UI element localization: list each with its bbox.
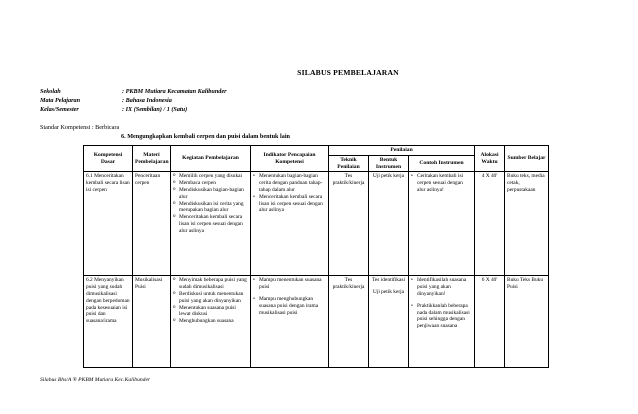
meta-value: : Bahasa Indonesia: [122, 97, 172, 105]
identity-block: [40, 87, 227, 115]
cell-materi: Musikalisasi Puisi: [133, 276, 171, 368]
meta-value: : IX (Sembilan) / 1 (Satu): [122, 106, 188, 114]
cell-alokasi: 6 X 40': [475, 276, 505, 368]
header-penilaian: Penilaian: [329, 146, 475, 156]
list-item: • Mampu menentukan suasana puisi: [253, 277, 326, 291]
cell-kegiatan: [171, 276, 251, 368]
standar-kompetensi-label: Standar Kompetensi : Berbicara: [40, 124, 120, 131]
cell-kegiatan: [171, 172, 251, 276]
cell-indikator: [251, 172, 329, 276]
meta-row-subject: [40, 96, 227, 105]
meta-value: : PKBM Mutiara Kecamatan Kalibunder: [122, 88, 227, 95]
cell-materi: Penceritaan cerpen: [133, 172, 171, 276]
table-row: [84, 172, 549, 276]
cell-indikator: [251, 276, 329, 368]
header-contoh: Contoh Instrumen: [409, 155, 475, 172]
syllabus-table: [83, 145, 549, 368]
cell-bentuk: [369, 276, 409, 368]
cell-contoh: [409, 276, 475, 368]
header-alokasi: Alokasi Waktu: [475, 146, 505, 172]
document-title: SILABUS PEMBELAJARAN: [297, 68, 399, 77]
header-teknik: Teknik Penilaian: [329, 155, 369, 172]
bentuk-line: Tes identifikasi: [371, 277, 405, 284]
header-materi: Materi Pembelajaran: [133, 146, 171, 172]
cell-alokasi: 4 X 40': [475, 172, 505, 276]
page-footer: Silabus Bhs/A ® PKBM Mutiara Kec.Kalibunder: [40, 377, 151, 383]
meta-key: Sekolah: [40, 88, 61, 95]
table-row: [84, 276, 549, 368]
list-item: o Mendiskusikan isi cerita yang merupakan bagian alur: [173, 201, 248, 215]
meta-key: Kelas/Semester: [40, 106, 79, 114]
cell-bentuk: Uji petik kerja: [369, 172, 409, 276]
header-indikator: Indikator Pencapaian Kompetensi: [251, 146, 329, 172]
list-item: o Menghubungkan suasana: [173, 318, 248, 325]
cell-sumber: Buku teks, media cetak, perpustakaan: [505, 172, 549, 276]
list-item: o Menyimak beberapa puisi yang sudah dimusikalisasi: [173, 277, 248, 291]
cell-kd: 6.2 Menyanyikan puisi yang sudah dimusikalisasi dengan berpedoman pada kesesuaian isi puisi dan suasana/irama: [84, 276, 133, 368]
list-item: o Berdiskusi untuk menentukan puisi yang akan dinyanyikan: [173, 291, 248, 305]
list-item: • Mampu menghubungkan suasana puisi dengan irama musikalisasi puisi: [253, 296, 326, 316]
meta-row-school: [40, 87, 227, 96]
list-item: • Identifikasilah suasana puisi yang akan dinyanyikan!: [411, 277, 472, 297]
header-kd: Kompetensi Dasar: [84, 146, 133, 172]
standar-kompetensi-detail: 6. Mengungkapkan kembali cerpen dan puisi dalam bentuk lain: [121, 133, 290, 140]
list-item: o Membaca cerpen: [173, 180, 248, 187]
header-bentuk: Bentuk Instrumen: [369, 155, 409, 172]
list-item: • Ceritakan kembali isi cerpen sesuai dengan alur aslinya!: [411, 173, 472, 193]
list-item: • Menentukan bagian-bagian cerita dengan panduan tahap-tahap dalam alur: [253, 173, 326, 193]
list-item: • Menceritakan kembali secara lisan isi cerpen sesuai dengan alur aslinya: [253, 194, 326, 214]
list-item: • Praktikkanlah beberapa nada dalam musikalisasi puisi sehingga dengan penjiwaan suasana: [411, 303, 472, 330]
cell-sumber: Buku Teks Buku Puisi: [505, 276, 549, 368]
meta-key: Mata Pelajaran: [40, 97, 81, 105]
header-kegiatan: Kegiatan Pembelajaran: [171, 146, 251, 172]
cell-kd: 6.1 Menceritakan kembali secara lisan isi cerpen: [84, 172, 133, 276]
list-item: o Menentukan suasana puisi lewat diskusi: [173, 305, 248, 319]
header-sumber: Sumber Belajar: [505, 146, 549, 172]
meta-row-class: [40, 105, 227, 114]
list-item: o Menceritakan kembali secara lisan isi cerpen sesuai dengan alur aslinya: [173, 214, 248, 234]
list-item: o Memilih cerpen yang disukai: [173, 173, 248, 180]
cell-teknik: Tes praktik/kinerja: [329, 276, 369, 368]
list-item: o Mendiskusikan bagian-bagian alur: [173, 187, 248, 201]
bentuk-line: Uji petik kerja: [372, 289, 405, 296]
cell-contoh: [409, 172, 475, 276]
cell-teknik: Tes praktik/kinerja: [329, 172, 369, 276]
